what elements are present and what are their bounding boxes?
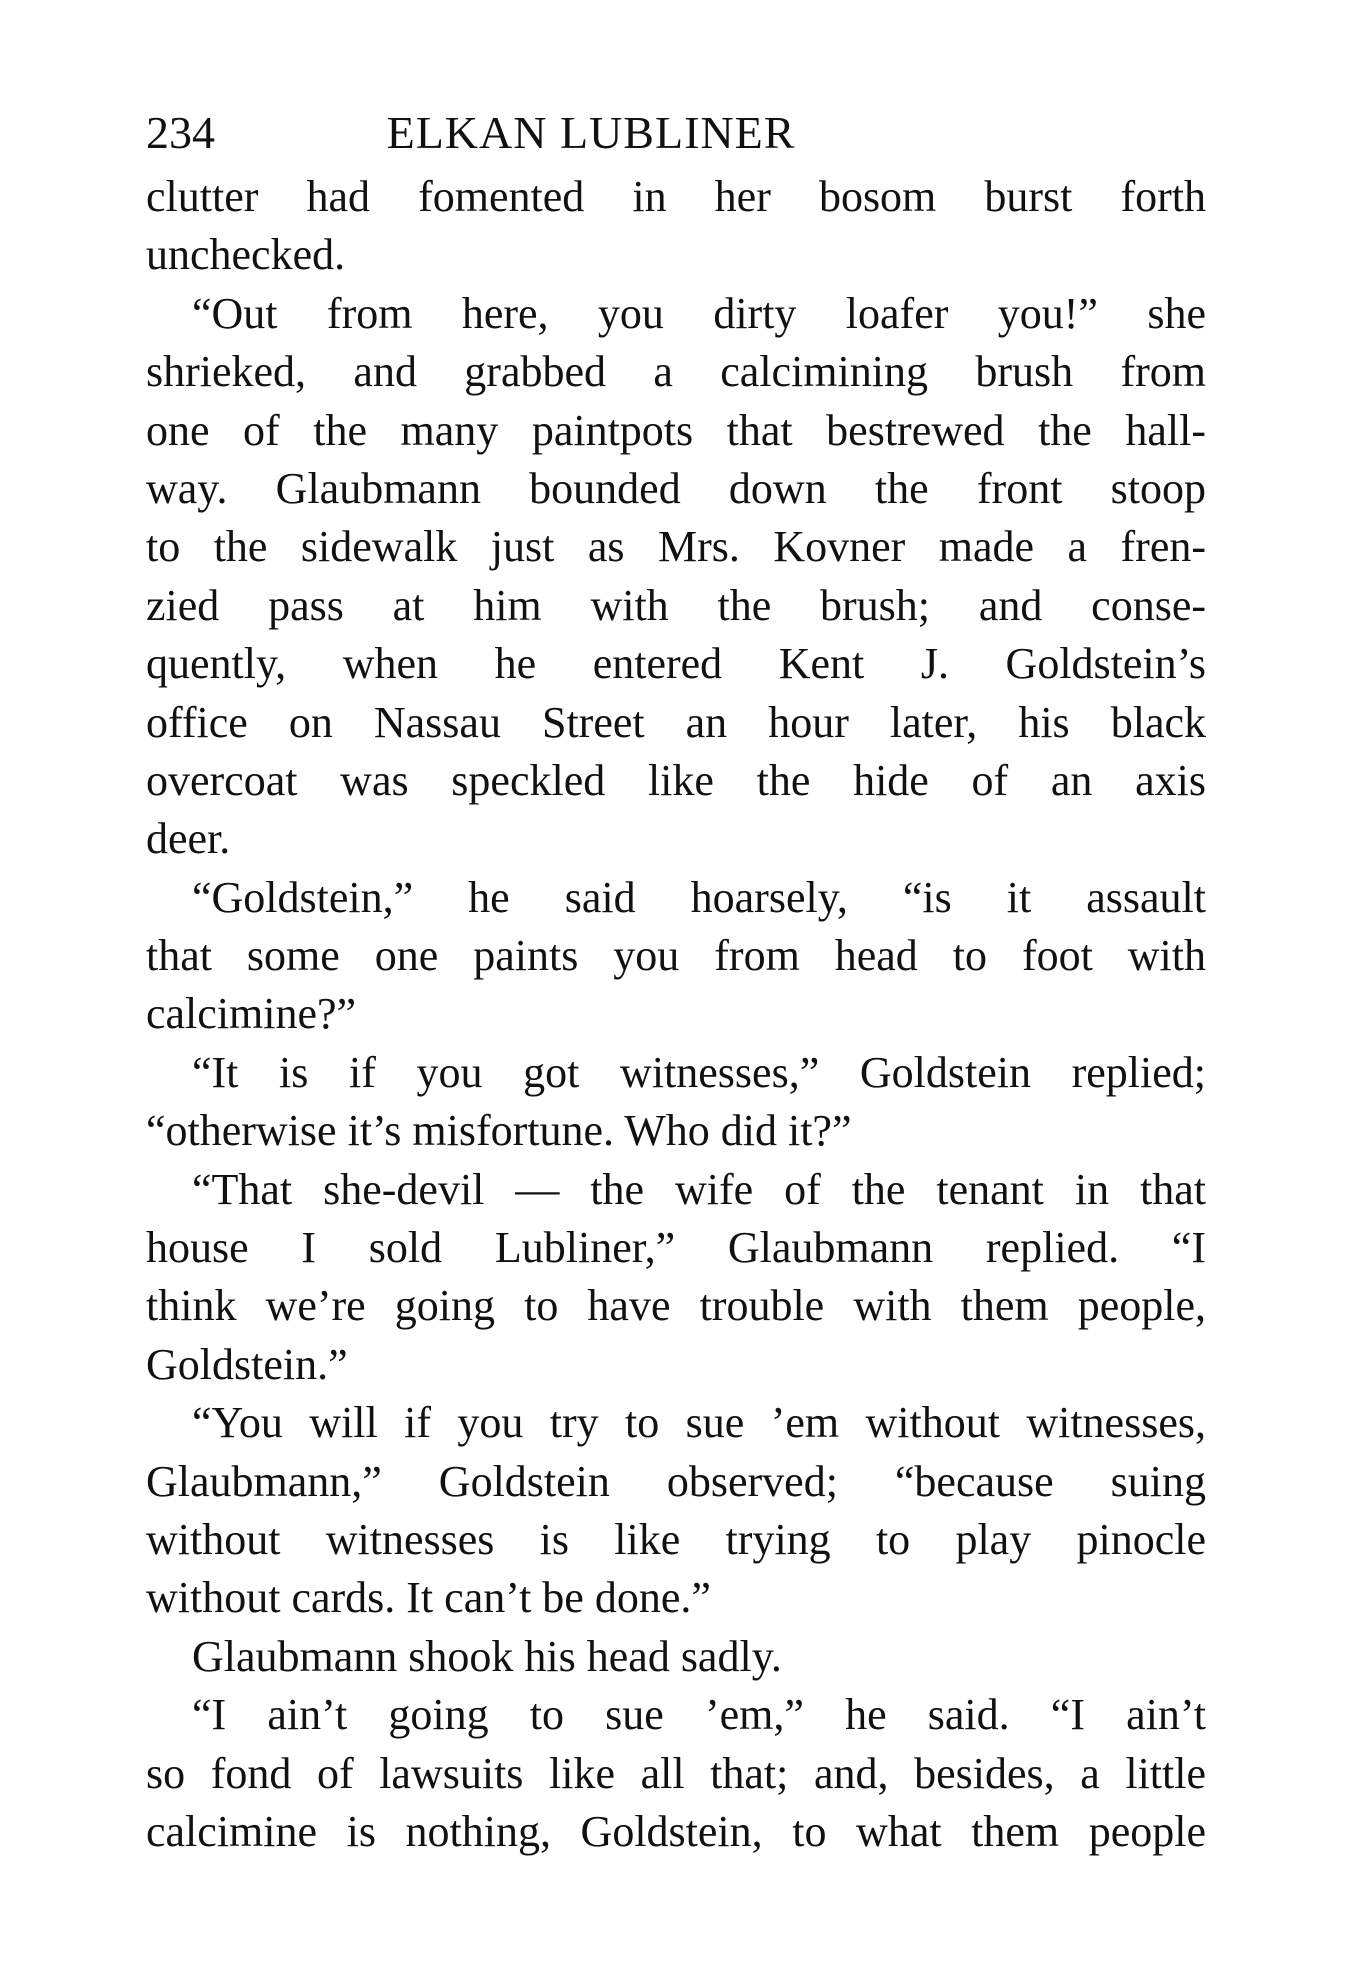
page-number: 234 [146, 107, 215, 158]
text-line: calcimine is nothing, Goldstein, to what them people [146, 1806, 1206, 1856]
text-line: Glaubmann shook his head sadly. [192, 1631, 782, 1681]
text-line: shrieked, and grabbed a calcimining brush from [146, 347, 1206, 397]
text-line: “You will if you try to sue ’em without witnesses, [192, 1398, 1206, 1448]
text-line: without cards. It can’t be done.” [146, 1573, 711, 1623]
text-line: calcimine?” [146, 989, 357, 1039]
page-header [146, 98, 1206, 168]
text-line: think we’re going to have trouble with them people, [146, 1281, 1206, 1331]
text-line: house I sold Lubliner,” Glaubmann replied. “I [146, 1223, 1206, 1273]
text-line: Glaubmann,” Goldstein observed; “because suing [146, 1456, 1206, 1506]
running-title: ELKAN LUBLINER [386, 107, 796, 158]
text-line: “Out from here, you dirty loafer you!” she [192, 288, 1206, 338]
text-line: to the sidewalk just as Mrs. Kovner made a fren- [146, 522, 1206, 572]
text-line: “Goldstein,” he said hoarsely, “is it assault [192, 872, 1206, 922]
text-line: zied pass at him with the brush; and conse- [146, 580, 1206, 630]
text-line: unchecked. [146, 230, 346, 280]
text-line: “It is if you got witnesses,” Goldstein replied; [192, 1047, 1206, 1097]
book-page [146, 98, 1206, 1861]
body-text [146, 168, 1206, 1861]
text-line: office on Nassau Street an hour later, his black [146, 697, 1206, 747]
text-line: “I ain’t going to sue ’em,” he said. “I ain’t [192, 1690, 1206, 1740]
text-line: deer. [146, 814, 231, 864]
text-line: that some one paints you from head to foot with [146, 931, 1206, 981]
text-line: overcoat was speckled like the hide of an axis [146, 755, 1206, 805]
text-line: Goldstein.” [146, 1339, 348, 1389]
text-line: one of the many paintpots that bestrewed the hall- [146, 405, 1206, 455]
text-line: way. Glaubmann bounded down the front stoop [146, 463, 1206, 513]
text-line: “That she-devil — the wife of the tenant in that [192, 1164, 1206, 1214]
text-line: without witnesses is like trying to play pinocle [146, 1514, 1206, 1564]
text-line: clutter had fomented in her bosom burst forth [146, 172, 1206, 221]
text-line: so fond of lawsuits like all that; and, besides, a little [146, 1748, 1206, 1798]
text-line: quently, when he entered Kent J. Goldstein’s [146, 639, 1206, 689]
text-line: “otherwise it’s misfortune. Who did it?” [146, 1106, 852, 1156]
